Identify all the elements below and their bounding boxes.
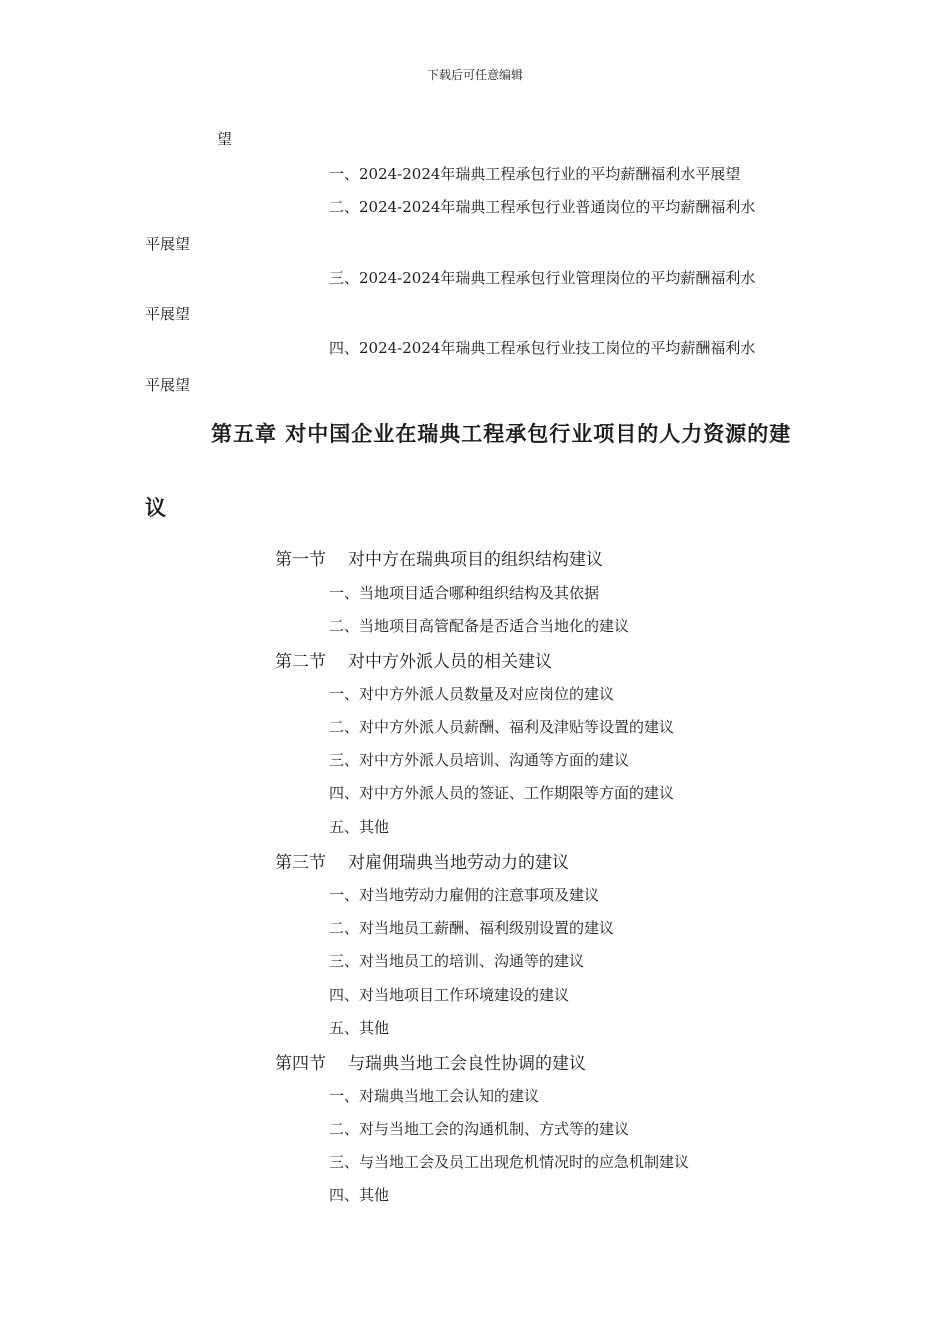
toc-item: 一、对中方外派人员数量及对应岗位的建议 bbox=[329, 685, 615, 703]
toc-item: 一、对当地劳动力雇佣的注意事项及建议 bbox=[329, 886, 600, 904]
toc-item: 二、对当地员工薪酬、福利级别设置的建议 bbox=[329, 919, 615, 937]
section-heading bbox=[275, 647, 552, 672]
toc-item: 四、2024-2024年瑞典工程承包行业技工岗位的平均薪酬福利水 bbox=[329, 339, 756, 357]
toc-item-continuation: 平展望 bbox=[145, 235, 191, 253]
toc-item: 二、当地项目高管配备是否适合当地化的建议 bbox=[329, 617, 630, 635]
toc-item: 二、对中方外派人员薪酬、福利及津贴等设置的建议 bbox=[329, 718, 675, 736]
toc-item: 三、对中方外派人员培训、沟通等方面的建议 bbox=[329, 751, 630, 769]
toc-item-continuation: 平展望 bbox=[145, 376, 191, 394]
toc-item: 四、对当地项目工作环境建设的建议 bbox=[329, 986, 570, 1004]
toc-item: 三、与当地工会及员工出现危机情况时的应急机制建议 bbox=[329, 1153, 690, 1171]
section-title: 对雇佣瑞典当地劳动力的建议 bbox=[348, 853, 569, 873]
toc-item: 一、2024-2024年瑞典工程承包行业的平均薪酬福利水平展望 bbox=[329, 165, 741, 183]
section-title: 对中方在瑞典项目的组织结构建议 bbox=[348, 550, 603, 570]
toc-item: 三、2024-2024年瑞典工程承包行业管理岗位的平均薪酬福利水 bbox=[329, 269, 756, 287]
section-heading bbox=[275, 848, 569, 873]
section-title: 对中方外派人员的相关建议 bbox=[348, 652, 552, 672]
toc-item: 四、其他 bbox=[329, 1186, 390, 1204]
continued-line-wang: 望 bbox=[217, 130, 233, 148]
section-number: 第三节 bbox=[275, 853, 326, 873]
section-number: 第二节 bbox=[275, 652, 326, 672]
section-heading bbox=[275, 1049, 586, 1074]
toc-item-continuation: 平展望 bbox=[145, 305, 191, 323]
toc-item: 一、对瑞典当地工会认知的建议 bbox=[329, 1087, 540, 1105]
toc-item: 二、对与当地工会的沟通机制、方式等的建议 bbox=[329, 1120, 630, 1138]
toc-item: 五、其他 bbox=[329, 1019, 390, 1037]
section-heading bbox=[275, 545, 603, 570]
chapter-title: 第五章 对中国企业在瑞典工程承包行业项目的人力资源的建 bbox=[211, 422, 792, 446]
section-number: 第一节 bbox=[275, 550, 326, 570]
section-number: 第四节 bbox=[275, 1054, 326, 1074]
toc-item: 三、对当地员工的培训、沟通等的建议 bbox=[329, 952, 585, 970]
toc-item: 二、2024-2024年瑞典工程承包行业普通岗位的平均薪酬福利水 bbox=[329, 198, 756, 216]
chapter-title-continuation: 议 bbox=[145, 496, 167, 520]
toc-item: 一、当地项目适合哪种组织结构及其依据 bbox=[329, 584, 600, 602]
section-title: 与瑞典当地工会良性协调的建议 bbox=[348, 1054, 586, 1074]
toc-item: 五、其他 bbox=[329, 818, 390, 836]
page-header: 下载后可任意编辑 bbox=[426, 68, 523, 82]
toc-item: 四、对中方外派人员的签证、工作期限等方面的建议 bbox=[329, 784, 675, 802]
